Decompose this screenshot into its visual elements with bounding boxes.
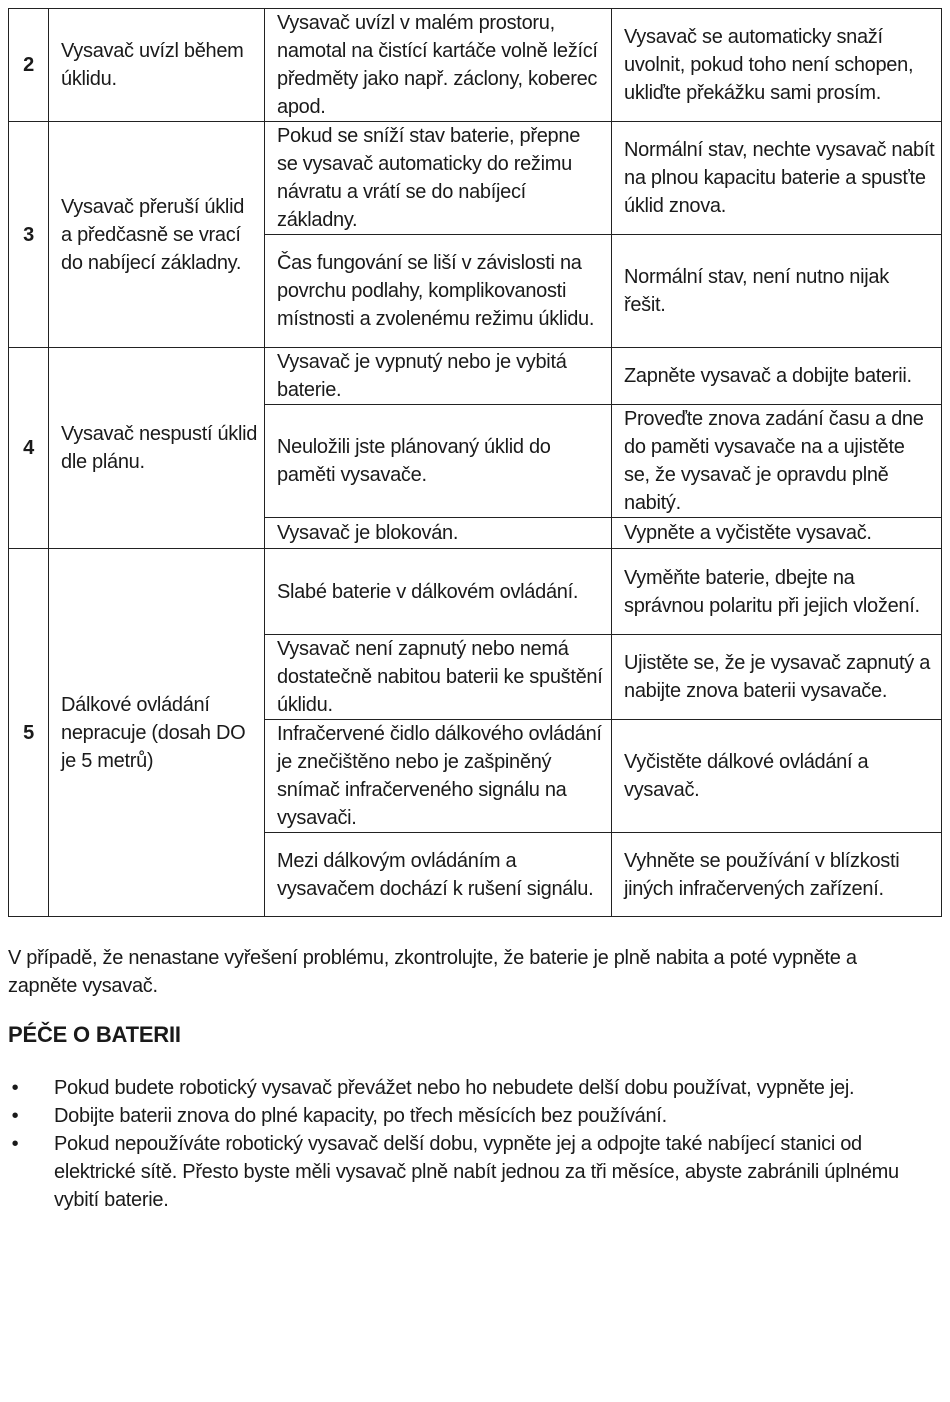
cause-cell: Slabé baterie v dálkovém ovládání. — [265, 549, 612, 635]
cause-cell: Neuložili jste plánovaný úklid do paměti vysavače. — [265, 405, 612, 518]
problem-cell: Dálkové ovládání nepracuje (dosah DO je 5 metrů) — [49, 549, 265, 917]
cause-cell: Vysavač je blokován. — [265, 518, 612, 549]
troubleshooting-note: V případě, že nenastane vyřešení problému, zkontrolujte, že baterie je plně nabita a poté vypněte a zapněte vysavač. — [8, 947, 857, 997]
solution-cell: Vyměňte baterie, dbejte na správnou polaritu při jejich vložení. — [612, 549, 942, 635]
table-row — [9, 348, 942, 405]
battery-care-list — [8, 1074, 928, 1214]
solution-cell: Normální stav, nechte vysavač nabít na plnou kapacitu baterie a spusťte úklid znova. — [612, 122, 942, 235]
row-number: 5 — [9, 549, 49, 917]
solution-cell: Vyčistěte dálkové ovládání a vysavač. — [612, 720, 942, 833]
problem-cell: Vysavač nespustí úklid dle plánu. — [49, 348, 265, 549]
cause-cell: Vysavač uvízl v malém prostoru, namotal na čistící kartáče volně ležící předměty jako např. záclony, koberec apod. — [265, 9, 612, 122]
cause-cell: Čas fungování se liší v závislosti na povrchu podlahy, komplikovanosti místnosti a zvolenému režimu úklidu. — [265, 235, 612, 348]
solution-cell: Vypněte a vyčistěte vysavač. — [612, 518, 942, 549]
bullet-icon: • — [11, 1105, 19, 1127]
list-item — [8, 1102, 928, 1130]
list-item-text: Dobijte baterii znova do plné kapacity, po třech měsících bez používání. — [54, 1105, 667, 1127]
section-heading: PÉČE O BATERII — [8, 1022, 181, 1047]
cause-cell: Vysavač je vypnutý nebo je vybitá baterie. — [265, 348, 612, 405]
cause-cell: Pokud se sníží stav baterie, přepne se vysavač automaticky do režimu návratu a vrátí se do nabíjecí základny. — [265, 122, 612, 235]
list-item — [8, 1130, 928, 1214]
solution-cell: Vyhněte se používání v blízkosti jiných infračervených zařízení. — [612, 833, 942, 917]
row-number: 4 — [9, 348, 49, 549]
troubleshooting-table — [8, 8, 942, 917]
table-row — [9, 549, 942, 635]
row-number: 2 — [9, 9, 49, 122]
cause-cell: Mezi dálkovým ovládáním a vysavačem dochází k rušení signálu. — [265, 833, 612, 917]
table-row — [9, 9, 942, 122]
table-row — [9, 122, 942, 235]
solution-cell: Zapněte vysavač a dobijte baterii. — [612, 348, 942, 405]
list-item-text: Pokud nepoužíváte robotický vysavač delší dobu, vypněte jej a odpojte také nabíjecí stanici od elektrické sítě. Přesto byste měli vysavač plně nabít jednou za tři měsíce, abyste zabránili úplnému vybití baterie. — [54, 1133, 899, 1211]
solution-cell: Vysavač se automaticky snaží uvolnit, pokud toho není schopen, ukliďte překážku sami prosím. — [612, 9, 942, 122]
bullet-icon: • — [11, 1133, 19, 1155]
problem-cell: Vysavač přeruší úklid a předčasně se vrací do nabíjecí základny. — [49, 122, 265, 348]
problem-cell: Vysavač uvízl během úklidu. — [49, 9, 265, 122]
solution-cell: Proveďte znova zadání času a dne do paměti vysavače na a ujistěte se, že vysavač je opravdu plně nabitý. — [612, 405, 942, 518]
list-item — [8, 1074, 928, 1102]
bullet-icon: • — [11, 1077, 19, 1099]
row-number: 3 — [9, 122, 49, 348]
list-item-text: Pokud budete robotický vysavač převážet nebo ho nebudete delší dobu používat, vypněte jej. — [54, 1077, 855, 1099]
cause-cell: Infračervené čidlo dálkového ovládání je znečištěno nebo je zašpiněný snímač infračerveného signálu na vysavači. — [265, 720, 612, 833]
solution-cell: Normální stav, není nutno nijak řešit. — [612, 235, 942, 348]
solution-cell: Ujistěte se, že je vysavač zapnutý a nabijte znova baterii vysavače. — [612, 635, 942, 720]
cause-cell: Vysavač není zapnutý nebo nemá dostatečně nabitou baterii ke spuštění úklidu. — [265, 635, 612, 720]
